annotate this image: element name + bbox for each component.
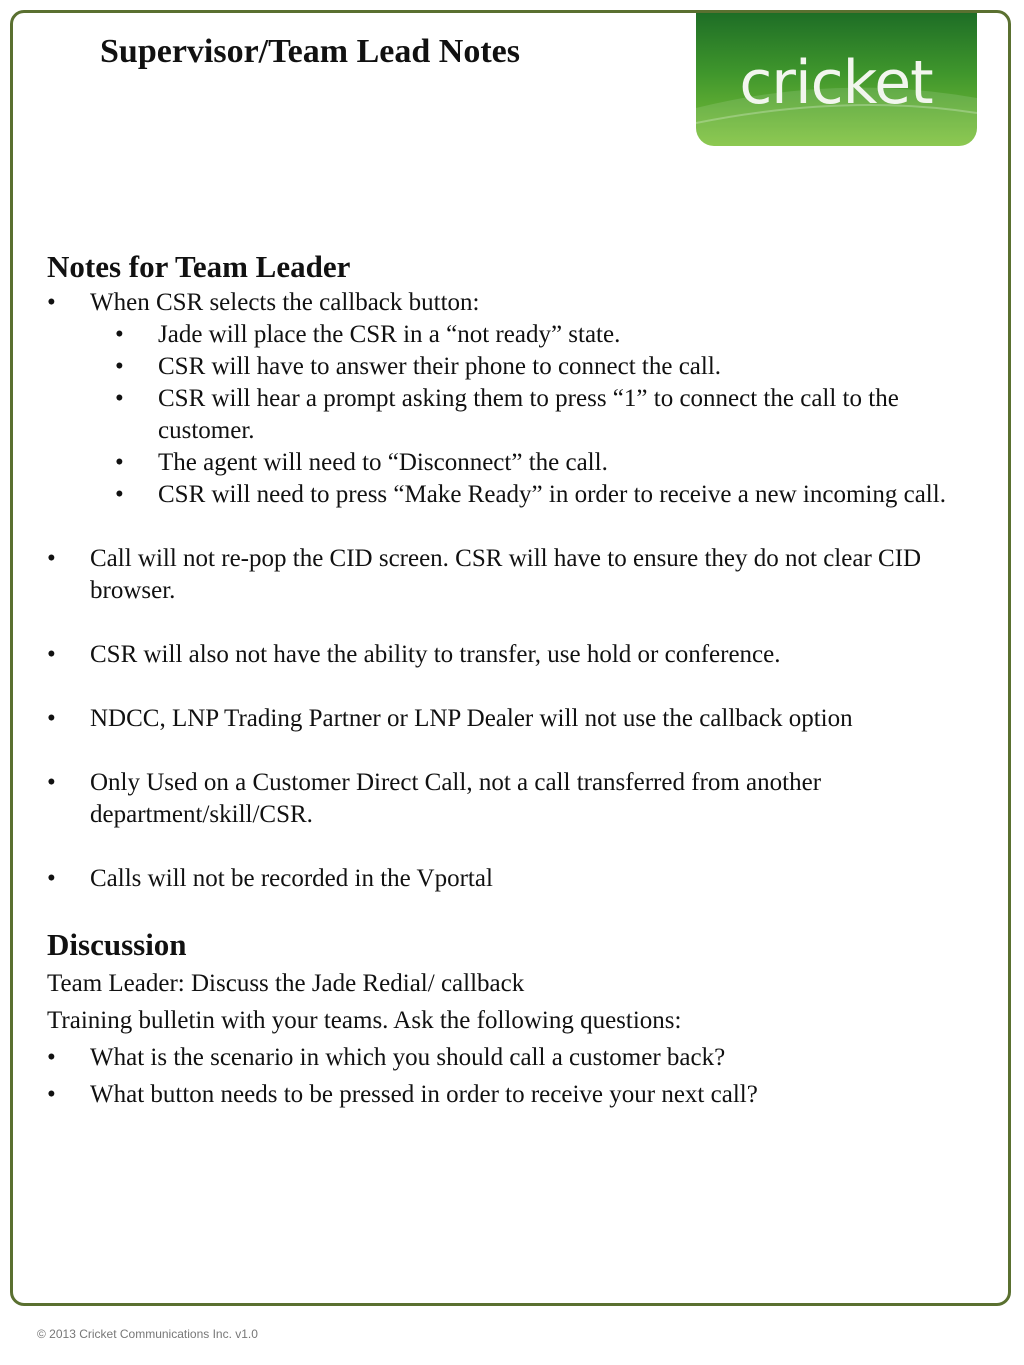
cricket-logo (696, 13, 977, 146)
list-item-text: Calls will not be recorded in the Vportal (90, 865, 493, 892)
question-text: What button needs to be pressed in order to receive your next call? (90, 1081, 758, 1108)
question-item (47, 1076, 987, 1113)
sub-list-item (115, 383, 987, 447)
notes-list (47, 287, 987, 895)
list-item-text: Only Used on a Customer Direct Call, not a call transferred from another department/skill/CSR. (90, 769, 822, 828)
sub-item-text: The agent will need to “Disconnect” the call. (158, 449, 608, 476)
page-title: Supervisor/Team Lead Notes (100, 33, 520, 70)
bullet-icon: • (115, 481, 124, 508)
sub-list-item (115, 447, 987, 479)
list-item (47, 863, 987, 895)
discussion-line: Training bulletin with your teams. Ask the following questions: (47, 1007, 682, 1034)
list-item (47, 287, 987, 511)
bullet-icon: • (115, 385, 124, 412)
sub-list-item (115, 319, 987, 351)
list-item-text: CSR will also not have the ability to transfer, use hold or conference. (90, 641, 781, 668)
list-item-text: Call will not re-pop the CID screen. CSR will have to ensure they do not clear CID browser. (90, 545, 922, 604)
sub-item-text: CSR will need to press “Make Ready” in order to receive a new incoming call. (158, 481, 946, 508)
footer-copyright: © 2013 Cricket Communications Inc. v1.0 (37, 1327, 258, 1341)
question-text: What is the scenario in which you should call a customer back? (90, 1044, 726, 1071)
bullet-icon: • (47, 641, 56, 668)
bullet-icon: • (115, 321, 124, 348)
bullet-icon: • (47, 1044, 56, 1071)
question-list (47, 1039, 987, 1113)
bullet-icon: • (47, 769, 56, 796)
list-item (47, 543, 987, 607)
list-item-text: NDCC, LNP Trading Partner or LNP Dealer will not use the callback option (90, 705, 853, 732)
sub-list-item (115, 351, 987, 383)
bullet-icon: • (115, 353, 124, 380)
list-item (47, 703, 987, 735)
sub-item-text: CSR will have to answer their phone to connect the call. (158, 353, 722, 380)
main-content (47, 247, 987, 1113)
logo-wordmark: cricket (739, 48, 933, 118)
sub-list-item (115, 479, 987, 511)
sub-item-text: CSR will hear a prompt asking them to press “1” to connect the call to the customer. (158, 385, 899, 444)
discussion-heading: Discussion (47, 927, 187, 962)
bullet-icon: • (47, 705, 56, 732)
discussion-section (47, 925, 987, 1113)
bullet-icon: • (115, 449, 124, 476)
list-item (47, 767, 987, 831)
bullet-icon: • (47, 545, 56, 572)
notes-heading: Notes for Team Leader (47, 249, 351, 284)
list-item (47, 639, 987, 671)
sub-item-text: Jade will place the CSR in a “not ready” state. (158, 321, 621, 348)
bullet-icon: • (47, 289, 56, 316)
list-item-text: When CSR selects the callback button: (90, 289, 480, 316)
question-item (47, 1039, 987, 1076)
bullet-icon: • (47, 1081, 56, 1108)
sub-list (115, 319, 987, 511)
discussion-line: Team Leader: Discuss the Jade Redial/ callback (47, 970, 525, 997)
bullet-icon: • (47, 865, 56, 892)
